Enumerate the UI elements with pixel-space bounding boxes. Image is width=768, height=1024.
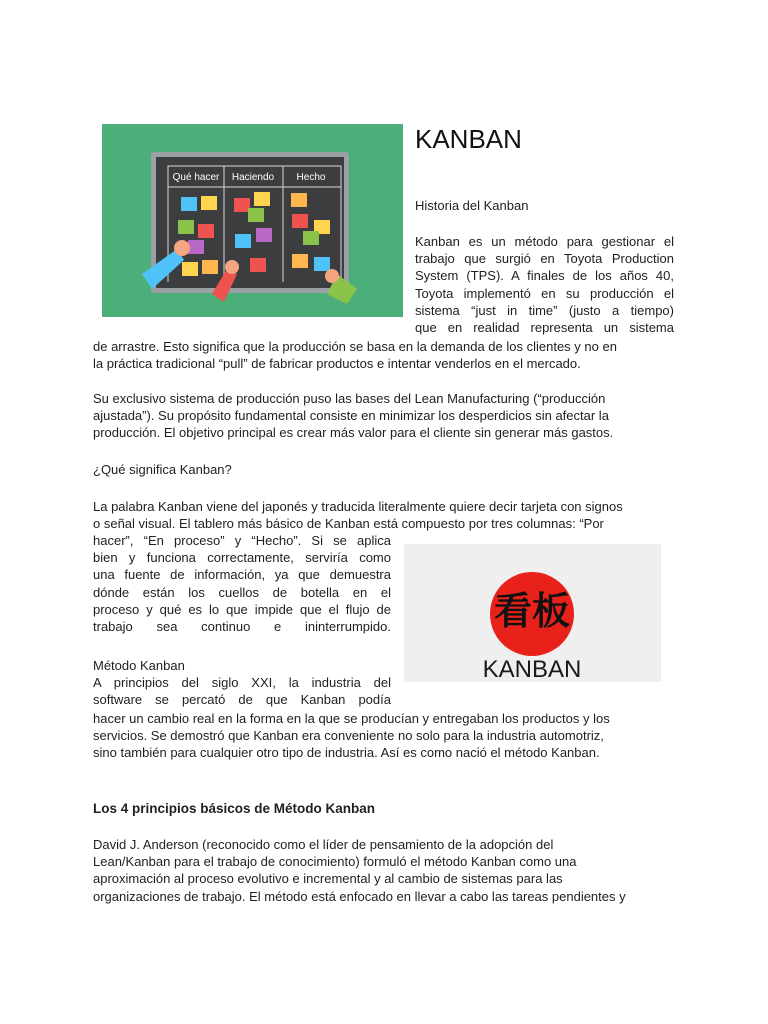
text-line: hacer”, “En proceso” y “Hecho”. Si se aplica	[93, 533, 391, 548]
text-line: que en realidad representa un sistema	[415, 320, 674, 336]
text-line: trabajo sea continuo e ininterrumpido.	[93, 619, 391, 635]
text-line: sistema “just in time” (justo a tiempo)	[415, 302, 674, 318]
text-line: aproximación al proceso evolutivo e incremental y al cambio de sistemas para las	[93, 871, 563, 887]
text-line: System (TPS). A finales de los años 40,	[415, 268, 674, 284]
meaning-question: ¿Qué significa Kanban?	[93, 462, 232, 477]
board-column-2: Haciendo	[231, 172, 275, 183]
text-line: trabajo que surgió en Toyota Production	[415, 251, 674, 267]
lean-paragraph	[93, 390, 674, 442]
text-line: proceso y qué es lo que impide que el flujo de	[93, 601, 391, 617]
method-paragraph-full	[93, 710, 674, 762]
text-line: servicios. Se demostró que Kanban era conveniente no solo para la industria automotriz,	[93, 728, 604, 744]
text-line: organizaciones de trabajo. El método está enfocado en llevar a cabo las tareas pendientes y	[93, 888, 626, 904]
text-line: Toyota implementó en su producción el	[415, 285, 674, 301]
text-line: Su exclusivo sistema de producción puso las bases del Lean Manufacturing (“producción	[93, 391, 606, 406]
text-line: la práctica tradicional “pull” de fabricar productos e intentar venderlos en el mercado.	[93, 356, 581, 372]
history-subtitle: Historia del Kanban	[415, 198, 529, 213]
text-line: producción. El objetivo principal es crear más valor para el cliente sin generar más gastos.	[93, 425, 614, 441]
text-line: La palabra Kanban viene del japonés y traducida literalmente quiere decir tarjeta con signos	[93, 499, 623, 514]
method-paragraph-narrow	[93, 674, 391, 708]
text-line: sino también para cualquier otro tipo de industria. Así es como nació el método Kanban.	[93, 745, 600, 761]
logo-kanji: 看板	[493, 589, 571, 633]
board-column-1: Qué hacer	[172, 172, 220, 183]
principles-heading: Los 4 principios básicos de Método Kanban	[93, 801, 376, 816]
text-line: A principios del siglo XXI, la industria del	[93, 675, 391, 690]
text-line: hacer un cambio real en la forma en la que se producían y entregaban los productos y los	[93, 711, 610, 726]
text-line: o señal visual. El tablero más básico de Kanban está compuesto por tres columnas: “Por	[93, 516, 604, 532]
kanban-board-illustration	[102, 124, 403, 317]
intro-paragraph-narrow	[415, 233, 674, 336]
meaning-paragraph-full	[93, 498, 674, 532]
meaning-paragraph-narrow	[93, 532, 391, 635]
text-line: bien y funciona correctamente, serviría como	[93, 550, 391, 566]
method-subtitle: Método Kanban	[93, 658, 185, 673]
logo-word: KANBAN	[482, 656, 582, 682]
text-line: ajustada”). Su propósito fundamental consiste en minimizar los desperdicios sin afectar la	[93, 408, 609, 424]
text-line: dónde están los cuellos de botella en el	[93, 584, 391, 600]
board-column-3: Hecho	[296, 172, 326, 183]
text-line: David J. Anderson (reconocido como el líder de pensamiento de la adopción del	[93, 837, 554, 852]
text-line: Kanban es un método para gestionar el	[415, 234, 674, 249]
text-line: una fuente de información, ya que demuestra	[93, 567, 391, 583]
intro-paragraph-continuation	[93, 338, 674, 372]
text-line: de arrastre. Esto significa que la producción se basa en la demanda de los clientes y no en	[93, 339, 617, 354]
principles-paragraph	[93, 836, 674, 905]
text-line: Lean/Kanban para el trabajo de conocimiento) formuló el método Kanban como una	[93, 854, 577, 870]
document-title: KANBAN	[415, 124, 522, 154]
text-line: software se percató de que Kanban podía	[93, 692, 391, 708]
